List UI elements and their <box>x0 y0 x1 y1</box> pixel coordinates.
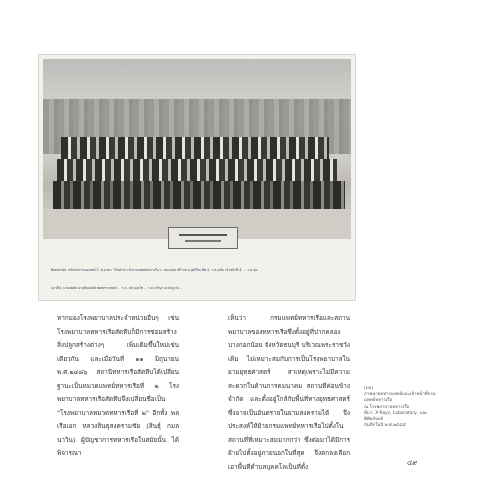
body-paragraph-left: หากมองโรงพยาบาลประจำหน่วยอื่นๆ เช่น โรงพยาบาลทหารเรือสัตหีบก็มีการซ่อมสร้างสิ่งปลูกสร้างต่างๆ เพิ่มเติมขึ้นใหม่เช่นเดียวกัน และเมื่อวันที่ ๑๑ มิถุนายน พ.ศ.๒๔๘๖ สถานีทหารเรือสัตหีบได้เปลี่ยนฐานะเป็นหมวดแพทย์ทหารเรือที่ ๒ โรงพยาบาลทหารเรือสัตหีบจึงเปลี่ยนชื่อเป็น "โรงพยาบาลหมวดทหารเรือที่ ๒" อีกทั้ง พลเรือเอก หลวงสินธุสงครามชัย (สินธุ์ กมลนาวิน) ผู้บัญชาการทหารเรือในสมัยนั้น ได้พิจารณา <box>57 314 179 457</box>
handwritten-annotation <box>51 255 345 295</box>
seated-row-front <box>53 181 345 209</box>
caption-line: ภาพนายทหารแพทย์และเจ้าหน้าที่กรมแพทย์ทหารเรือ <box>364 392 436 404</box>
caption-line: ที่มา: X-Rays, Laboratory, และพิพิธภัณฑ์ <box>364 410 428 423</box>
page-number: ๔๙ <box>407 459 418 467</box>
plaque-text-line <box>179 234 227 236</box>
photo-caption <box>364 386 444 429</box>
caption-position: (บน) <box>364 386 374 391</box>
handwriting-line: พิเศษลำดับ: หน้าทหารกองแพทย์ 1. พ.อ.พระ วิวิชคำกร เจ้ากรมแพทย์ทหารเรือ 2. หลวงเสนาสิริ หลวงวุฒิวิริยะชีพ 3. ร.ท.เฉลิม เจ้าหน้าที่ 4. ... ร.ท.ขุน <box>51 268 258 272</box>
body-paragraph-right: เห็นว่า กรมแพทย์ทหารเรือและสถานพยาบาลของทหารเรือซึ่งตั้งอยู่ที่ปากคลองบางกอกน้อย จังหวัดธนบุรี บริเวณพระราชวังเดิม ไม่เหมาะสมกับการเป็นโรงพยาบาลในยามยุทธศาสตร์ สาเหตุเพราะไม่มีความสะดวกในด้านการคมนาคม สถานที่ค่อนข้างจำกัด และตั้งอยู่ใกล้กับพื้นที่ทางยุทธศาสตร์ซึ่งอาจเป็นอันตรายในยามสงครามได้ จึงประสงค์ให้ย้ายกรมแพทย์ทหารเรือไปตั้งในสถานที่ที่เหมาะสมมากกว่า ซึ่งต่อมาได้มีการย้ายไปตั้งอยู่ภายนอกในที่สุด จึงตกลงเลือกเอาพื้นที่ตำบลบุคคโลเป็นที่ตั้ง <box>228 314 350 471</box>
plaque-text-line <box>185 240 221 242</box>
body-text-right-column <box>228 312 350 474</box>
photo-plaque <box>168 227 238 249</box>
group-photo <box>43 59 351 239</box>
body-text-left-column <box>57 312 179 461</box>
caption-line: ณ โรงพยาบาลทหารเรือ <box>364 404 410 410</box>
archival-photo-frame <box>38 54 356 301</box>
caption-line: บันทึกในปี พ.ศ.๒๔๘๔ <box>364 423 407 429</box>
handwriting-line: แถวยืน: นายแพทย์ นายสิบแพทย์ พลทหารแพทย์ ... ร.ต. หลวงเตโช ... ร.ต.เจริญ ร.ต.สมบูรณ์ ... <box>51 286 183 290</box>
